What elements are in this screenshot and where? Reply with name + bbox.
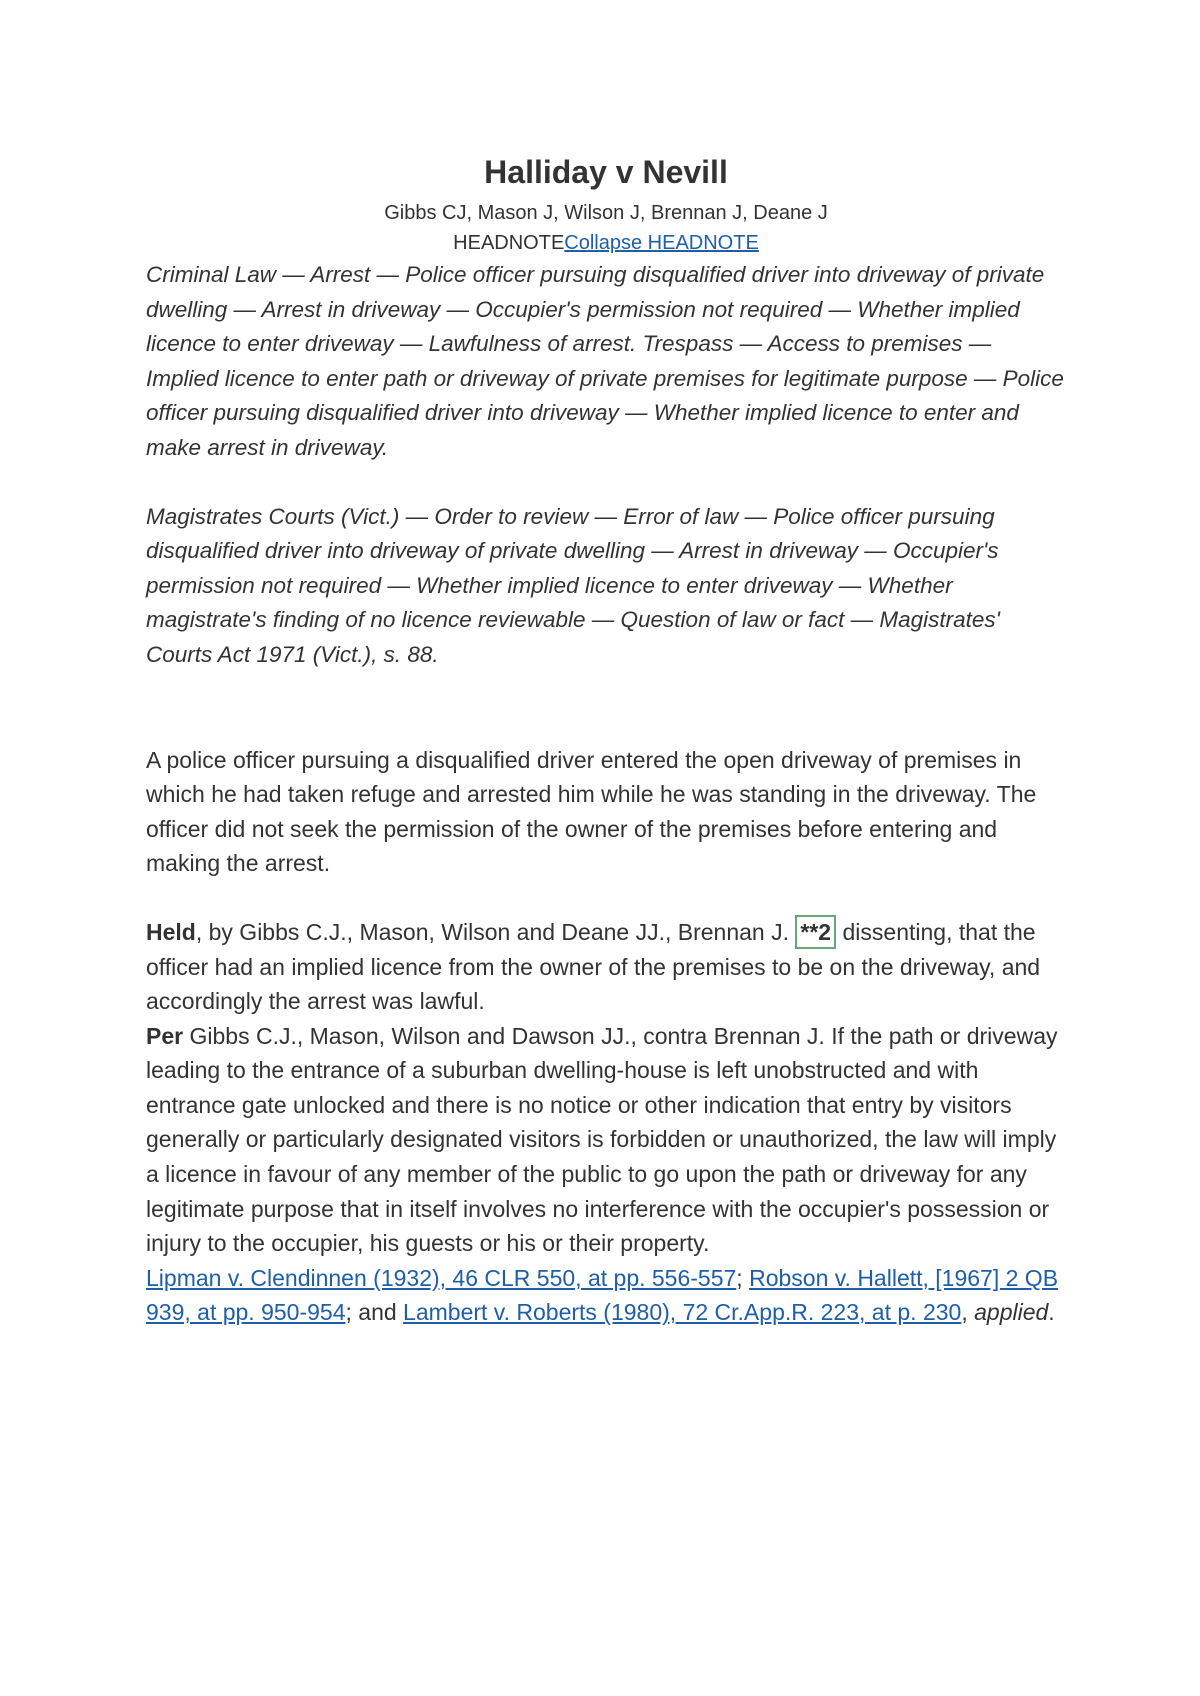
citation-link-robson[interactable]: Robson v. Hallett, [1967] 2 QB 939, at pp. 950-954 — [146, 1264, 1059, 1326]
per-paragraph — [146, 1019, 1066, 1261]
held-label: Held — [146, 918, 196, 945]
facts-paragraph: A police officer pursuing a disqualified driver entered the open driveway of premises in which he had taken refuge and arrested him while he was standing in the driveway. The officer did not seek the permission of the owner of the premises before entering and making the arrest. — [146, 746, 1037, 877]
headnote-header — [146, 228, 1066, 258]
page-title: Halliday v Nevill — [484, 154, 728, 190]
per-text: Gibbs C.J., Mason, Wilson and Dawson JJ., contra Brennan J. If the path or driveway leading to the entrance of a suburban dwelling-house is left unobstructed and with entrance gate unlocked and there is no notice or other indication that entry by visitors generally or particularly designated visitors is forbidden or unauthorized, the law will imply a licence in favour of any member of the public to go upon the path or driveway for any legitimate purpose that in itself involves no interference with the occupier's possession or injury to the occupier, his guests or his or their property. — [146, 1022, 1058, 1257]
citation-separator: ; — [736, 1264, 750, 1291]
citation-end: . — [1048, 1299, 1055, 1326]
judges-line: Gibbs CJ, Mason J, Wilson J, Brennan J, Deane J — [384, 202, 828, 224]
citation-link-lipman[interactable]: Lipman v. Clendinnen (1932), 46 CLR 550, at pp. 556-557 — [146, 1264, 737, 1291]
held-text: , by Gibbs C.J., Mason, Wilson and Deane JJ., Brennan J. — [195, 918, 796, 945]
collapse-headnote-link[interactable]: Collapse HEADNOTE — [564, 232, 759, 254]
citation-link-lambert[interactable]: Lambert v. Roberts (1980), 72 Cr.App.R. 223, at p. 230 — [403, 1299, 962, 1326]
headnote-label: HEADNOTE — [453, 232, 565, 254]
document-page — [146, 150, 1066, 1330]
citation-separator: , — [961, 1299, 975, 1326]
citations-paragraph — [146, 1261, 1066, 1330]
per-label: Per — [146, 1022, 184, 1049]
applied-label: applied — [974, 1299, 1049, 1326]
held-paragraph — [146, 915, 1066, 1019]
held-text: dissenting, that the officer had an implied licence from the owner of the premises to be on the driveway, and accordingly the arrest was lawful. — [146, 918, 1041, 1015]
catchwords-paragraph: Criminal Law — Arrest — Police officer pursuing disqualified driver into driveway of private dwelling — Arrest in driveway — Occupier's permission not required — Whether implied licence to enter driveway — Lawfulness of arrest. Trespass — Access to premises — Implied licence to enter path or driveway of private premises for legitimate purpose — Police officer pursuing disqualified driver into driveway — Whether implied licence to enter and make arrest in driveway. — [146, 262, 1064, 460]
citation-separator: ; and — [345, 1299, 404, 1326]
page-marker: **2 — [795, 915, 836, 949]
catchwords-paragraph: Magistrates Courts (Vict.) — Order to review — Error of law — Police officer pursuing disqualified driver into driveway of private dwelling — Arrest in driveway — Occupier's permission not required — Whether implied licence to enter driveway — Whether magistrate's finding of no licence reviewable — Question of law or fact — Magistrates' Courts Act 1971 (Vict.), s. 88. — [146, 503, 1000, 667]
